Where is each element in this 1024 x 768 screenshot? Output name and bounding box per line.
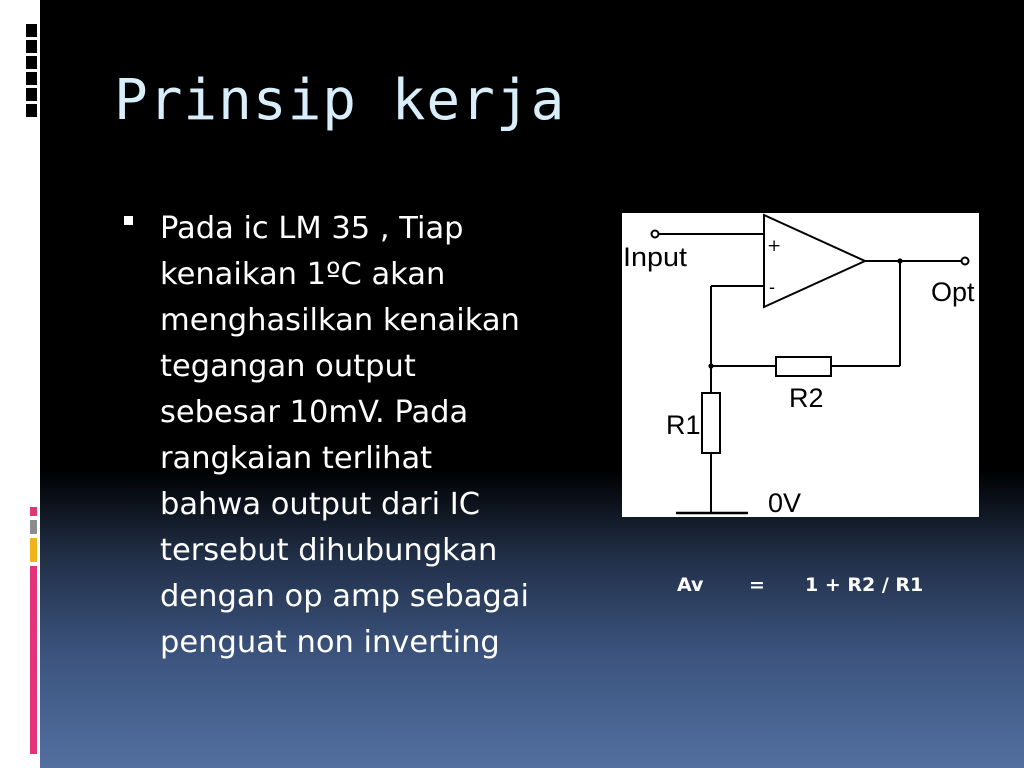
input-terminal (652, 231, 659, 238)
slide-title: Prinsip kerja (114, 68, 566, 133)
decor-square (26, 72, 37, 85)
bullet-line: tersebut dihubungkan (160, 533, 498, 568)
bullet-line: kenaikan 1ºC akan (160, 257, 446, 292)
formula-lhs: Av (677, 574, 704, 596)
decor-square (26, 56, 37, 69)
formula-equals: = (749, 574, 765, 596)
bullet-line: tegangan output (160, 349, 416, 384)
accent-pink-bar (30, 507, 37, 516)
ground-label: 0V (768, 488, 802, 517)
input-label: Input (623, 242, 688, 272)
decor-square (26, 40, 37, 53)
bullet-square-icon (124, 216, 133, 225)
bullet-line: sebesar 10mV. Pada (160, 395, 469, 430)
r2-resistor (776, 357, 831, 376)
plus-label: + (767, 236, 782, 256)
bullet-list (120, 206, 590, 666)
formula-rhs: 1 + R2 / R1 (805, 574, 924, 596)
opamp-triangle (764, 215, 865, 307)
bullet-line: penguat non inverting (160, 625, 500, 660)
decor-square (26, 88, 37, 101)
r1-label: R1 (666, 410, 701, 440)
output-label: Opt (931, 277, 975, 307)
circuit-svg (622, 213, 979, 517)
accent-gold-bar (30, 538, 37, 562)
output-terminal (962, 258, 969, 265)
feedback-junction (708, 363, 713, 368)
bullet-line: dengan op amp sebagai (160, 579, 529, 614)
decor-square (26, 104, 37, 117)
bullet-line: rangkaian terlihat (160, 441, 433, 476)
opamp-circuit-diagram (622, 213, 979, 517)
bullet-line: Pada ic LM 35 , Tiap (160, 211, 464, 246)
r2-label: R2 (789, 383, 824, 413)
r1-resistor (702, 393, 720, 453)
minus-label: - (769, 277, 775, 297)
bullet-item (120, 206, 590, 666)
accent-gray-bar (30, 520, 37, 534)
output-junction (897, 258, 902, 263)
bullet-line: menghasilkan kenaikan (160, 303, 520, 338)
bullet-line: bahwa output dari IC (160, 487, 481, 522)
accent-pink-long-bar (30, 566, 37, 754)
decor-square (26, 24, 37, 37)
